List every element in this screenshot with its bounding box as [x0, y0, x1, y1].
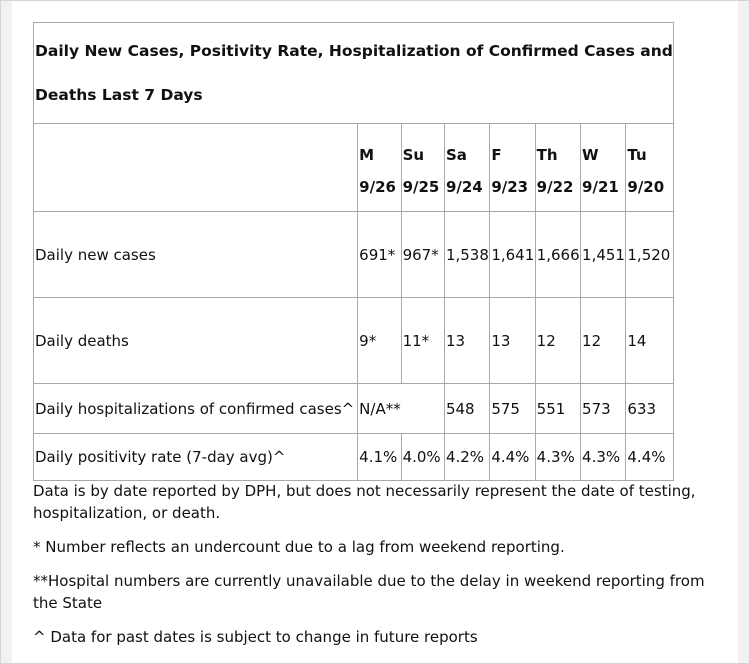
cell-value: 11*	[401, 298, 444, 384]
header-row	[34, 124, 674, 212]
day-header: M 9/26	[358, 124, 401, 212]
table-row	[34, 434, 674, 481]
cell-value: 12	[535, 298, 580, 384]
table-row	[34, 384, 674, 434]
cell-value: 575	[490, 384, 535, 434]
cell-value: 4.3%	[581, 434, 626, 481]
cell-value: 13	[444, 298, 489, 384]
day-header: Sa 9/24	[444, 124, 489, 212]
cell-value: 1,666	[535, 212, 580, 298]
cell-value: 13	[490, 298, 535, 384]
row-label: Daily new cases	[34, 212, 358, 298]
cell-value: 4.2%	[444, 434, 489, 481]
footnote: * Number reflects an undercount due to a lag from weekend reporting.	[33, 538, 565, 556]
cell-value: 4.3%	[535, 434, 580, 481]
cell-value: 967*	[401, 212, 444, 298]
cell-value: 1,451	[581, 212, 626, 298]
cell-value: 548	[444, 384, 489, 434]
cell-value: 14	[626, 298, 674, 384]
cell-value: 1,641	[490, 212, 535, 298]
cell-value: 4.0%	[401, 434, 444, 481]
cell-value: 4.4%	[626, 434, 674, 481]
cell-value: 12	[581, 298, 626, 384]
cell-value: N/A**	[358, 384, 445, 434]
header-empty-cell	[34, 124, 358, 212]
footnote: ^ Data for past dates is subject to change in future reports	[33, 628, 478, 646]
day-header: Su 9/25	[401, 124, 444, 212]
footnote: **Hospital numbers are currently unavailable due to the delay in weekend reporting from the State	[33, 572, 705, 612]
day-header: W 9/21	[581, 124, 626, 212]
cell-value: 551	[535, 384, 580, 434]
row-label: Daily deaths	[34, 298, 358, 384]
footnote: Data is by date reported by DPH, but does not necessarily represent the date of testing, hospitalization, or death.	[33, 482, 696, 522]
cell-value: 1,538	[444, 212, 489, 298]
cell-value: 9*	[358, 298, 401, 384]
cell-value: 691*	[358, 212, 401, 298]
day-header: Th 9/22	[535, 124, 580, 212]
table-row	[34, 212, 674, 298]
day-header: F 9/23	[490, 124, 535, 212]
cell-value: 4.1%	[358, 434, 401, 481]
day-header: Tu 9/20	[626, 124, 674, 212]
cell-value: 1,520	[626, 212, 674, 298]
cell-value: 4.4%	[490, 434, 535, 481]
cell-value: 573	[581, 384, 626, 434]
table-row	[34, 298, 674, 384]
row-label: Daily positivity rate (7-day avg)^	[34, 434, 358, 481]
footnotes	[33, 480, 723, 660]
row-label: Daily hospitalizations of confirmed cases^	[34, 384, 358, 434]
covid-data-table	[33, 22, 674, 481]
cell-value: 633	[626, 384, 674, 434]
table-title: Daily New Cases, Positivity Rate, Hospitalization of Confirmed Cases and Deaths Last 7 Days	[34, 23, 674, 124]
